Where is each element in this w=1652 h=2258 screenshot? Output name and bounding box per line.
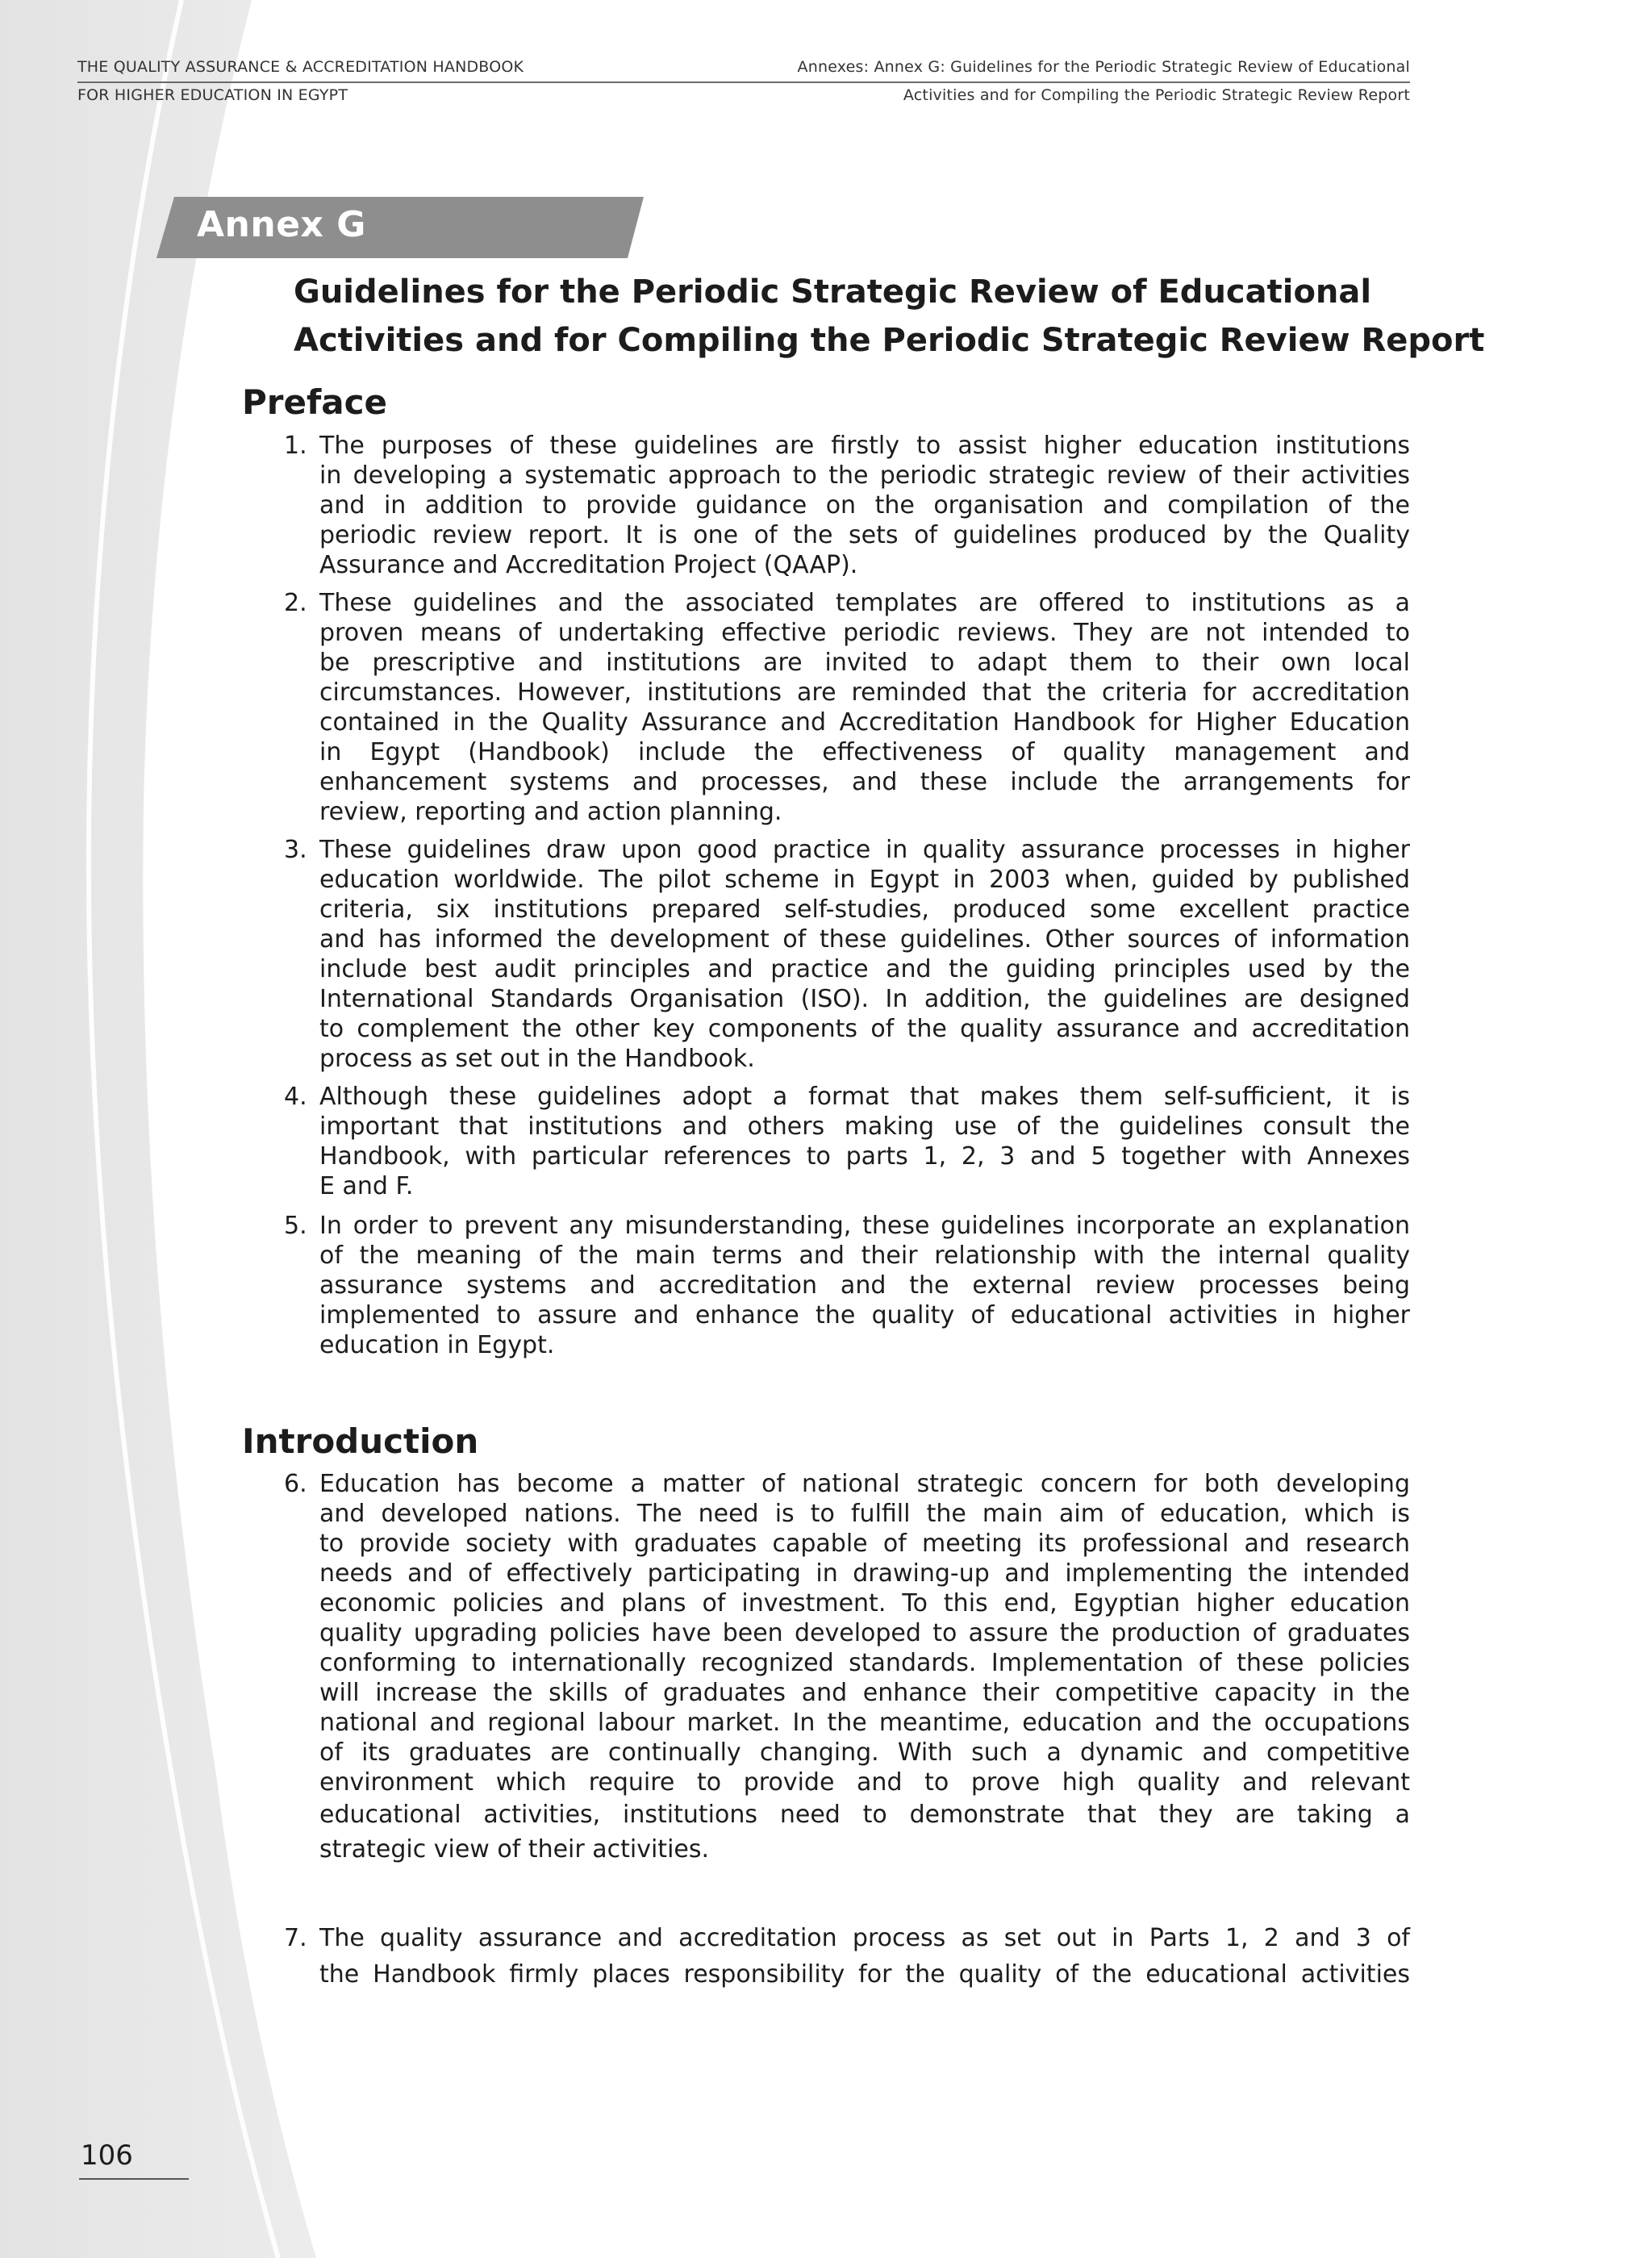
- paragraph-number: 1.: [284, 432, 307, 460]
- paragraph-line: environment which require to provide and to prove high quality and relevant: [319, 1768, 1410, 1797]
- header-divider: [77, 81, 1410, 83]
- document-title-line-2: Activities and for Compiling the Periodic Strategic Review Report: [294, 322, 1485, 359]
- paragraph-line: education in Egypt.: [319, 1331, 555, 1359]
- section-heading-preface: Preface: [242, 382, 387, 422]
- paragraph-line: E and F.: [319, 1172, 414, 1200]
- paragraph-number: 6.: [284, 1470, 307, 1498]
- paragraph-line: Education has become a matter of national strategic concern for both developing: [319, 1470, 1410, 1498]
- paragraph-1: [284, 431, 1410, 580]
- paragraph-line: include best audit principles and practice and the guiding principles used by the: [319, 955, 1410, 983]
- document-title-line-1: Guidelines for the Periodic Strategic Review of Educational: [294, 273, 1372, 311]
- paragraph-line: proven means of undertaking effective periodic reviews. They are not intended to: [319, 619, 1410, 647]
- paragraph-line: will increase the skills of graduates and enhance their competitive capacity in the: [319, 1679, 1410, 1707]
- paragraph-line: quality upgrading policies have been developed to assure the production of graduates: [319, 1619, 1410, 1647]
- paragraph-line: process as set out in the Handbook.: [319, 1045, 755, 1073]
- paragraph-number: 4.: [284, 1083, 307, 1111]
- header-handbook-title: THE QUALITY ASSURANCE & ACCREDITATION HANDBOOK: [77, 58, 524, 76]
- paragraph-number: 3.: [284, 836, 307, 864]
- header-section-subtitle: Activities and for Compiling the Periodic Strategic Review Report: [903, 86, 1410, 104]
- paragraph-line: economic policies and plans of investment. To this end, Egyptian higher education: [319, 1589, 1410, 1617]
- paragraph-line: education worldwide. The pilot scheme in Egypt in 2003 when, guided by published: [319, 866, 1410, 894]
- paragraph-line: contained in the Quality Assurance and Accreditation Handbook for Higher Education: [319, 708, 1410, 737]
- paragraph-2: [284, 588, 1410, 827]
- paragraph-line: to complement the other key components of the quality assurance and accreditation: [319, 1015, 1410, 1043]
- paragraph-line: Assurance and Accreditation Project (QAAP).: [319, 551, 858, 579]
- page-number: 106: [81, 2139, 133, 2172]
- paragraph-line: in developing a systematic approach to the periodic strategic review of their activities: [319, 461, 1410, 490]
- paragraph-line: be prescriptive and institutions are invited to adapt them to their own local: [319, 649, 1410, 677]
- paragraph-line: These guidelines draw upon good practice in quality assurance processes in higher: [319, 836, 1410, 864]
- paragraph-number: 7.: [284, 1924, 307, 1952]
- paragraph-line: implemented to assure and enhance the quality of educational activities in higher: [319, 1301, 1410, 1329]
- annex-label: Annex G: [197, 204, 366, 245]
- page-number-underline: [79, 2178, 189, 2180]
- paragraph-line: These guidelines and the associated templates are offered to institutions as a: [319, 589, 1410, 617]
- paragraph-line: review, reporting and action planning.: [319, 798, 782, 826]
- paragraph-number: 2.: [284, 589, 307, 617]
- paragraph-line: periodic review report. It is one of the sets of guidelines produced by the Quality: [319, 521, 1410, 549]
- paragraph-3: [284, 835, 1410, 1074]
- paragraph-7: [284, 1920, 1410, 1993]
- paragraph-line: The quality assurance and accreditation process as set out in Parts 1, 2 and 3 of: [319, 1924, 1410, 1952]
- paragraph-line: criteria, six institutions prepared self-studies, produced some excellent practice: [319, 895, 1410, 924]
- paragraph-line: conforming to internationally recognized standards. Implementation of these policies: [319, 1649, 1410, 1677]
- section-heading-introduction: Introduction: [242, 1421, 479, 1461]
- paragraph-line: The purposes of these guidelines are firstly to assist higher education institutions: [319, 432, 1410, 460]
- paragraph-line: needs and of effectively participating in drawing-up and implementing the intended: [319, 1559, 1410, 1588]
- paragraph-line: the Handbook firmly places responsibility for the quality of the educational activities: [319, 1960, 1410, 1989]
- paragraph-line: strategic view of their activities.: [319, 1835, 710, 1864]
- paragraph-line: national and regional labour market. In the meantime, education and the occupations: [319, 1709, 1410, 1737]
- paragraph-line: educational activities, institutions need to demonstrate that they are taking a: [319, 1801, 1410, 1829]
- paragraph-line: Handbook, with particular references to parts 1, 2, 3 and 5 together with Annexes: [319, 1142, 1410, 1171]
- header-section-title: Annexes: Annex G: Guidelines for the Periodic Strategic Review of Educational: [797, 58, 1410, 76]
- paragraph-line: important that institutions and others making use of the guidelines consult the: [319, 1112, 1410, 1141]
- paragraph-4: [284, 1082, 1410, 1201]
- paragraph-line: to provide society with graduates capable of meeting its professional and research: [319, 1530, 1410, 1558]
- paragraph-line: of its graduates are continually changing. With such a dynamic and competitive: [319, 1738, 1410, 1767]
- paragraph-line: in Egypt (Handbook) include the effectiveness of quality management and: [319, 738, 1410, 766]
- annex-banner: [156, 197, 644, 258]
- paragraph-line: International Standards Organisation (ISO). In addition, the guidelines are designed: [319, 985, 1410, 1013]
- paragraph-number: 5.: [284, 1212, 307, 1240]
- paragraph-line: assurance systems and accreditation and the external review processes being: [319, 1271, 1410, 1300]
- header-handbook-subtitle: FOR HIGHER EDUCATION IN EGYPT: [77, 86, 348, 104]
- paragraph-5: [284, 1211, 1410, 1360]
- paragraph-line: of the meaning of the main terms and their relationship with the internal quality: [319, 1242, 1410, 1270]
- paragraph-line: In order to prevent any misunderstanding, these guidelines incorporate an explanation: [319, 1212, 1410, 1240]
- paragraph-line: enhancement systems and processes, and these include the arrangements for: [319, 768, 1410, 796]
- paragraph-line: and in addition to provide guidance on the organisation and compilation of the: [319, 491, 1410, 520]
- paragraph-line: circumstances. However, institutions are reminded that the criteria for accreditation: [319, 678, 1410, 707]
- paragraph-6: [284, 1469, 1410, 1867]
- paragraph-line: and developed nations. The need is to fulfill the main aim of education, which is: [319, 1500, 1410, 1528]
- paragraph-line: and has informed the development of these guidelines. Other sources of information: [319, 925, 1410, 954]
- paragraph-line: Although these guidelines adopt a format that makes them self-sufficient, it is: [319, 1083, 1410, 1111]
